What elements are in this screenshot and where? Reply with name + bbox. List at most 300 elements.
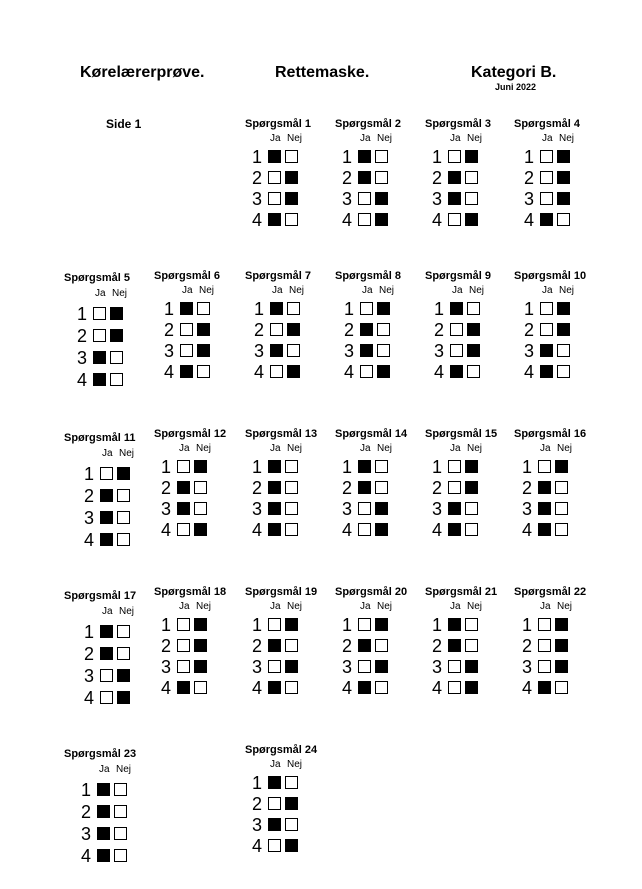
nej-header: Nej xyxy=(469,285,485,296)
nej-checkbox xyxy=(375,150,388,163)
answer-row xyxy=(344,343,396,361)
question-title: Spørgsmål 5 xyxy=(64,272,131,284)
ja-checkbox xyxy=(100,511,113,524)
row-number: 2 xyxy=(342,168,353,188)
ja-checkbox xyxy=(268,481,281,494)
ja-checkbox xyxy=(540,344,553,357)
row-number: 3 xyxy=(432,499,443,519)
ja-checkbox xyxy=(268,213,281,226)
nej-header: Nej xyxy=(287,759,303,770)
ja-header: Ja xyxy=(270,759,281,770)
answer-row xyxy=(432,659,484,677)
ja-checkbox xyxy=(268,192,281,205)
ja-header: Ja xyxy=(450,133,461,144)
nej-checkbox xyxy=(557,192,570,205)
row-number: 4 xyxy=(252,520,263,540)
nej-checkbox xyxy=(375,660,388,673)
row-number: 3 xyxy=(432,657,443,677)
nej-header: Nej xyxy=(116,764,132,775)
nej-checkbox xyxy=(465,150,478,163)
answer-row xyxy=(252,170,304,188)
ja-checkbox xyxy=(270,302,283,315)
row-number: 1 xyxy=(342,147,353,167)
nej-checkbox xyxy=(114,783,127,796)
row-number: 4 xyxy=(434,362,445,382)
ja-checkbox xyxy=(93,307,106,320)
nej-checkbox xyxy=(465,171,478,184)
ja-checkbox xyxy=(177,502,190,515)
ja-checkbox xyxy=(448,618,461,631)
question-block xyxy=(245,270,340,385)
ja-checkbox xyxy=(538,460,551,473)
answer-row xyxy=(342,459,394,477)
row-number: 1 xyxy=(344,299,355,319)
nej-checkbox xyxy=(465,192,478,205)
nej-checkbox xyxy=(467,323,480,336)
nej-header: Nej xyxy=(119,448,135,459)
nej-checkbox xyxy=(375,681,388,694)
nej-header: Nej xyxy=(287,133,303,144)
answer-row xyxy=(161,480,213,498)
nej-checkbox xyxy=(555,481,568,494)
question-title: Spørgsmål 13 xyxy=(245,428,318,440)
ja-checkbox xyxy=(100,647,113,660)
ja-header: Ja xyxy=(360,133,371,144)
question-block xyxy=(335,586,430,701)
nej-checkbox xyxy=(117,511,130,524)
nej-checkbox xyxy=(375,639,388,652)
question-title: Spørgsmål 4 xyxy=(514,118,581,130)
row-number: 2 xyxy=(81,802,92,822)
nej-checkbox xyxy=(285,839,298,852)
nej-checkbox xyxy=(197,365,210,378)
ja-checkbox xyxy=(177,618,190,631)
ja-checkbox xyxy=(177,523,190,536)
answer-row xyxy=(342,191,394,209)
nej-header: Nej xyxy=(112,288,128,299)
ja-checkbox xyxy=(448,523,461,536)
nej-checkbox xyxy=(465,523,478,536)
nej-header: Nej xyxy=(287,601,303,612)
row-number: 1 xyxy=(254,299,265,319)
answer-row xyxy=(84,488,136,506)
nej-checkbox xyxy=(285,150,298,163)
answer-row xyxy=(164,343,216,361)
answer-row xyxy=(77,328,129,346)
question-title: Spørgsmål 22 xyxy=(514,586,587,598)
row-number: 1 xyxy=(252,457,263,477)
answer-row xyxy=(77,372,129,390)
ja-checkbox xyxy=(448,192,461,205)
ja-checkbox xyxy=(97,827,110,840)
row-number: 2 xyxy=(84,486,95,506)
ja-checkbox xyxy=(358,213,371,226)
row-number: 3 xyxy=(342,657,353,677)
nej-checkbox xyxy=(287,365,300,378)
nej-checkbox xyxy=(197,323,210,336)
answer-row xyxy=(77,350,129,368)
ja-checkbox xyxy=(100,691,113,704)
nej-checkbox xyxy=(117,625,130,638)
question-title: Spørgsmål 11 xyxy=(64,432,136,444)
nej-checkbox xyxy=(194,660,207,673)
ja-checkbox xyxy=(358,523,371,536)
ja-header: Ja xyxy=(450,601,461,612)
row-number: 4 xyxy=(432,520,443,540)
question-title: Spørgsmål 17 xyxy=(64,590,137,602)
ja-header: Ja xyxy=(542,133,553,144)
row-number: 2 xyxy=(432,636,443,656)
answer-row xyxy=(84,532,136,550)
answer-row xyxy=(252,638,304,656)
nej-checkbox xyxy=(285,681,298,694)
ja-checkbox xyxy=(360,365,373,378)
nej-checkbox xyxy=(285,523,298,536)
answer-row xyxy=(432,170,484,188)
ja-checkbox xyxy=(177,681,190,694)
question-block xyxy=(425,118,520,233)
row-number: 1 xyxy=(161,615,172,635)
nej-checkbox xyxy=(197,344,210,357)
nej-checkbox xyxy=(467,365,480,378)
nej-checkbox xyxy=(465,618,478,631)
ja-header: Ja xyxy=(99,764,110,775)
ja-header: Ja xyxy=(182,285,193,296)
ja-checkbox xyxy=(268,818,281,831)
ja-checkbox xyxy=(177,660,190,673)
answer-row xyxy=(434,364,486,382)
nej-checkbox xyxy=(555,460,568,473)
nej-checkbox xyxy=(285,618,298,631)
nej-checkbox xyxy=(197,302,210,315)
ja-checkbox xyxy=(448,660,461,673)
answer-row xyxy=(164,322,216,340)
ja-checkbox xyxy=(358,171,371,184)
row-number: 2 xyxy=(432,168,443,188)
nej-checkbox xyxy=(555,502,568,515)
answer-row xyxy=(522,659,574,677)
ja-header: Ja xyxy=(270,601,281,612)
answer-row xyxy=(84,690,136,708)
row-number: 4 xyxy=(252,836,263,856)
answer-row xyxy=(342,212,394,230)
nej-checkbox xyxy=(465,639,478,652)
answer-row xyxy=(342,522,394,540)
nej-header: Nej xyxy=(559,285,575,296)
nej-checkbox xyxy=(555,639,568,652)
ja-header: Ja xyxy=(540,443,551,454)
row-number: 2 xyxy=(254,320,265,340)
question-block xyxy=(335,118,430,233)
nej-checkbox xyxy=(465,502,478,515)
row-number: 3 xyxy=(434,341,445,361)
nej-checkbox xyxy=(377,344,390,357)
ja-header: Ja xyxy=(102,606,113,617)
row-number: 2 xyxy=(432,478,443,498)
date-label: Juni 2022 xyxy=(495,82,537,92)
row-number: 3 xyxy=(252,499,263,519)
answer-row xyxy=(524,170,576,188)
nej-checkbox xyxy=(375,618,388,631)
answer-row xyxy=(524,343,576,361)
answer-row xyxy=(81,826,133,844)
answer-row xyxy=(81,782,133,800)
nej-checkbox xyxy=(557,171,570,184)
nej-checkbox xyxy=(285,639,298,652)
answer-row xyxy=(432,680,484,698)
question-title: Spørgsmål 2 xyxy=(335,118,402,130)
ja-checkbox xyxy=(360,302,373,315)
ja-checkbox xyxy=(97,849,110,862)
nej-header: Nej xyxy=(377,133,393,144)
question-title: Spørgsmål 9 xyxy=(425,270,492,282)
nej-checkbox xyxy=(555,681,568,694)
ja-checkbox xyxy=(538,481,551,494)
ja-checkbox xyxy=(268,618,281,631)
answer-row xyxy=(432,149,484,167)
ja-checkbox xyxy=(100,489,113,502)
question-block xyxy=(154,428,249,543)
answer-row xyxy=(254,364,306,382)
nej-checkbox xyxy=(555,523,568,536)
answer-row xyxy=(84,466,136,484)
nej-checkbox xyxy=(114,805,127,818)
nej-checkbox xyxy=(285,460,298,473)
question-block xyxy=(425,428,520,543)
ja-checkbox xyxy=(268,797,281,810)
nej-checkbox xyxy=(287,302,300,315)
nej-header: Nej xyxy=(196,601,212,612)
ja-checkbox xyxy=(268,839,281,852)
row-number: 3 xyxy=(252,815,263,835)
question-block xyxy=(154,270,249,385)
row-number: 2 xyxy=(344,320,355,340)
row-number: 4 xyxy=(342,678,353,698)
answer-row xyxy=(164,364,216,382)
answer-row xyxy=(84,510,136,528)
question-title: Spørgsmål 19 xyxy=(245,586,318,598)
row-number: 2 xyxy=(77,326,88,346)
ja-checkbox xyxy=(538,502,551,515)
nej-header: Nej xyxy=(557,443,573,454)
question-block xyxy=(245,118,340,233)
ja-checkbox xyxy=(448,213,461,226)
ja-checkbox xyxy=(540,213,553,226)
nej-checkbox xyxy=(285,818,298,831)
ja-checkbox xyxy=(358,660,371,673)
answer-row xyxy=(161,680,213,698)
ja-checkbox xyxy=(448,502,461,515)
nej-checkbox xyxy=(194,681,207,694)
nej-checkbox xyxy=(110,373,123,386)
row-number: 4 xyxy=(164,362,175,382)
ja-header: Ja xyxy=(102,448,113,459)
nej-checkbox xyxy=(557,344,570,357)
answer-row xyxy=(161,659,213,677)
row-number: 1 xyxy=(522,457,533,477)
ja-checkbox xyxy=(270,323,283,336)
row-number: 4 xyxy=(524,210,535,230)
row-number: 1 xyxy=(164,299,175,319)
row-number: 3 xyxy=(84,666,95,686)
question-block xyxy=(245,586,340,701)
row-number: 3 xyxy=(524,189,535,209)
answer-row xyxy=(524,149,576,167)
nej-checkbox xyxy=(110,329,123,342)
ja-checkbox xyxy=(358,681,371,694)
row-number: 1 xyxy=(81,780,92,800)
row-number: 4 xyxy=(432,678,443,698)
question-block xyxy=(64,272,159,394)
row-number: 3 xyxy=(522,657,533,677)
row-number: 4 xyxy=(161,678,172,698)
row-number: 4 xyxy=(77,370,88,390)
row-number: 4 xyxy=(344,362,355,382)
ja-checkbox xyxy=(450,323,463,336)
row-number: 2 xyxy=(252,478,263,498)
answer-row xyxy=(84,668,136,686)
question-title: Spørgsmål 21 xyxy=(425,586,498,598)
row-number: 4 xyxy=(254,362,265,382)
row-number: 3 xyxy=(432,189,443,209)
nej-header: Nej xyxy=(377,443,393,454)
row-number: 1 xyxy=(432,615,443,635)
answer-row xyxy=(254,301,306,319)
answer-row xyxy=(252,680,304,698)
answer-row xyxy=(342,638,394,656)
ja-header: Ja xyxy=(95,288,106,299)
answer-row xyxy=(252,480,304,498)
answer-row xyxy=(161,638,213,656)
answer-row xyxy=(432,480,484,498)
row-number: 3 xyxy=(161,499,172,519)
nej-header: Nej xyxy=(289,285,305,296)
row-number: 2 xyxy=(524,320,535,340)
ja-checkbox xyxy=(180,302,193,315)
answer-row xyxy=(254,343,306,361)
row-number: 3 xyxy=(342,189,353,209)
nej-header: Nej xyxy=(557,601,573,612)
nej-checkbox xyxy=(285,502,298,515)
row-number: 3 xyxy=(77,348,88,368)
ja-checkbox xyxy=(93,329,106,342)
row-number: 4 xyxy=(252,210,263,230)
nej-checkbox xyxy=(117,467,130,480)
nej-checkbox xyxy=(117,691,130,704)
row-number: 4 xyxy=(432,210,443,230)
nej-checkbox xyxy=(110,307,123,320)
answer-row xyxy=(252,838,304,856)
row-number: 3 xyxy=(161,657,172,677)
question-block xyxy=(425,586,520,701)
ja-checkbox xyxy=(358,460,371,473)
question-title: Spørgsmål 18 xyxy=(154,586,227,598)
ja-checkbox xyxy=(268,171,281,184)
answer-row xyxy=(342,617,394,635)
ja-checkbox xyxy=(538,523,551,536)
nej-header: Nej xyxy=(196,443,212,454)
answer-row xyxy=(252,796,304,814)
ja-checkbox xyxy=(270,344,283,357)
ja-header: Ja xyxy=(362,285,373,296)
question-block xyxy=(514,118,609,233)
row-number: 4 xyxy=(522,520,533,540)
answer-row xyxy=(161,617,213,635)
nej-checkbox xyxy=(375,523,388,536)
row-number: 1 xyxy=(84,464,95,484)
ja-checkbox xyxy=(448,481,461,494)
answer-row xyxy=(432,522,484,540)
question-block xyxy=(514,270,609,385)
ja-header: Ja xyxy=(452,285,463,296)
answer-row xyxy=(342,659,394,677)
ja-checkbox xyxy=(268,523,281,536)
ja-checkbox xyxy=(180,344,193,357)
nej-checkbox xyxy=(557,365,570,378)
answer-row xyxy=(252,775,304,793)
nej-checkbox xyxy=(557,302,570,315)
nej-checkbox xyxy=(117,489,130,502)
ja-checkbox xyxy=(540,323,553,336)
answer-row xyxy=(524,322,576,340)
ja-checkbox xyxy=(540,150,553,163)
row-number: 4 xyxy=(342,520,353,540)
question-title: Spørgsmål 15 xyxy=(425,428,498,440)
ja-header: Ja xyxy=(360,601,371,612)
question-block xyxy=(64,748,159,870)
nej-checkbox xyxy=(117,669,130,682)
ja-header: Ja xyxy=(179,601,190,612)
nej-header: Nej xyxy=(467,601,483,612)
nej-checkbox xyxy=(117,647,130,660)
ja-checkbox xyxy=(358,502,371,515)
question-title: Spørgsmål 16 xyxy=(514,428,587,440)
ja-header: Ja xyxy=(450,443,461,454)
question-title: Spørgsmål 6 xyxy=(154,270,221,282)
nej-checkbox xyxy=(557,213,570,226)
answer-row xyxy=(522,680,574,698)
answer-row xyxy=(434,343,486,361)
nej-checkbox xyxy=(285,481,298,494)
answer-row xyxy=(164,301,216,319)
question-block xyxy=(64,432,159,554)
row-number: 2 xyxy=(342,478,353,498)
ja-checkbox xyxy=(268,660,281,673)
answer-row xyxy=(254,322,306,340)
row-number: 3 xyxy=(342,499,353,519)
question-title: Spørgsmål 10 xyxy=(514,270,587,282)
nej-checkbox xyxy=(285,171,298,184)
ja-checkbox xyxy=(450,302,463,315)
ja-checkbox xyxy=(180,323,193,336)
ja-checkbox xyxy=(270,365,283,378)
answer-row xyxy=(252,522,304,540)
nej-checkbox xyxy=(194,481,207,494)
row-number: 2 xyxy=(84,644,95,664)
ja-checkbox xyxy=(358,639,371,652)
title-center: Rettemaske. xyxy=(275,64,370,81)
row-number: 1 xyxy=(252,773,263,793)
nej-checkbox xyxy=(114,827,127,840)
answer-row xyxy=(522,501,574,519)
ja-checkbox xyxy=(358,150,371,163)
answer-row xyxy=(434,301,486,319)
nej-checkbox xyxy=(465,213,478,226)
ja-checkbox xyxy=(450,344,463,357)
ja-header: Ja xyxy=(270,133,281,144)
answer-row xyxy=(432,501,484,519)
nej-checkbox xyxy=(375,481,388,494)
